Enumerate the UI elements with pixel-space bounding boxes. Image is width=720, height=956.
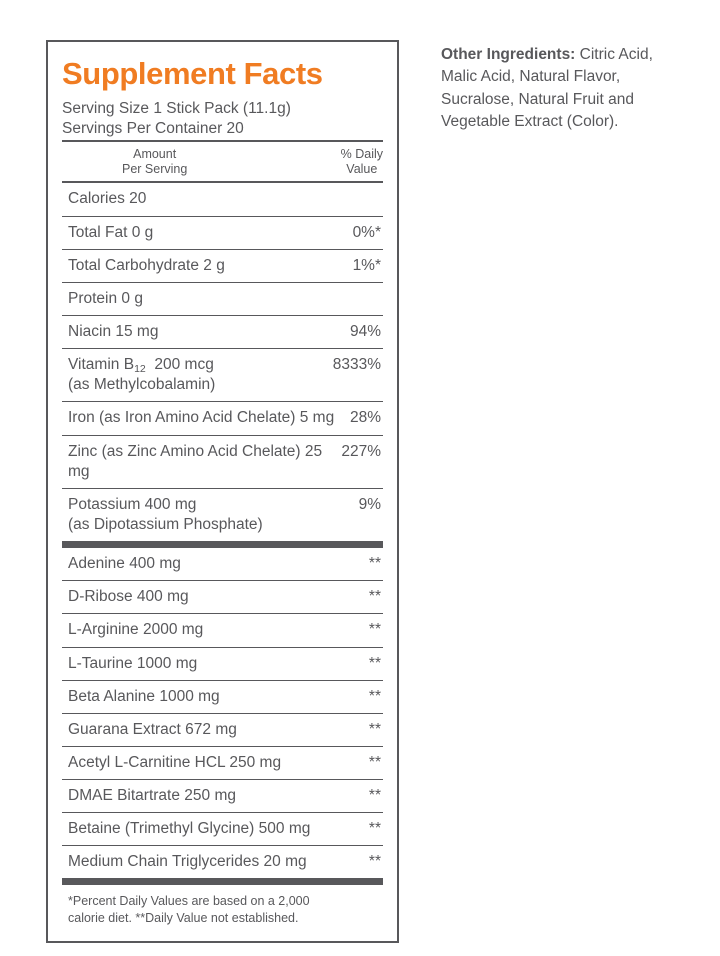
ingredient-daily-value: ** [368, 720, 381, 738]
table-row [62, 217, 383, 249]
daily-value-header: % Daily Value [340, 147, 383, 177]
table-row [62, 349, 383, 401]
table-row [62, 747, 383, 779]
nutrient-daily-value: 94% [349, 322, 381, 340]
table-row [62, 846, 383, 878]
ingredient-name: Guarana Extract 672 mg [68, 720, 237, 738]
nutrient-name: Potassium 400 mg [68, 495, 197, 513]
ingredient-daily-value: ** [368, 787, 381, 805]
ingredient-name: D-Ribose 400 mg [68, 588, 189, 606]
table-row [62, 681, 383, 713]
nutrient-source: (as Dipotassium Phosphate) [68, 515, 263, 533]
supplement-facts-panel [46, 40, 399, 943]
ingredient-name: L-Arginine 2000 mg [68, 621, 204, 639]
table-row [62, 250, 383, 282]
other-ingredients-text: Citric Acid, Malic Acid, Natural Flavor, Sucralose, Natural Fruit and Vegetable Extract (Color). [441, 46, 653, 131]
table-row [62, 283, 383, 315]
nutrient-name-group [68, 495, 271, 535]
ingredient-daily-value: ** [368, 654, 381, 672]
other-ingredients-block [441, 44, 656, 134]
table-row [62, 316, 383, 348]
nutrient-name: Total Carbohydrate 2 g [68, 256, 225, 274]
nutrient-name: Iron (as Iron Amino Acid Chelate) 5 mg [68, 409, 335, 427]
ingredient-name: Medium Chain Triglycerides 20 mg [68, 853, 307, 871]
ingredient-daily-value: ** [368, 687, 381, 705]
ingredient-daily-value: ** [368, 753, 381, 771]
ingredient-name: Betaine (Trimethyl Glycine) 500 mg [68, 820, 311, 838]
ingredient-daily-value: ** [368, 621, 381, 639]
servings-per-container-line: Servings Per Container 20 [62, 120, 244, 138]
nutrient-daily-value: 8333% [332, 356, 381, 374]
table-row [62, 648, 383, 680]
ingredient-name: Beta Alanine 1000 mg [68, 687, 220, 705]
nutrient-name: Protein 0 g [68, 289, 143, 307]
table-row [62, 614, 383, 646]
amount-header-row [62, 142, 383, 181]
nutrient-name: Total Fat 0 g [68, 223, 154, 241]
table-row [62, 548, 383, 580]
ingredient-name: DMAE Bitartrate 250 mg [68, 787, 236, 805]
table-row [62, 780, 383, 812]
divider-footnote-top [62, 878, 383, 885]
nutrient-daily-value: 9% [358, 495, 381, 513]
nutrient-daily-value: 28% [349, 409, 381, 427]
nutrient-name: Zinc (as Zinc Amino Acid Chelate) 25 mg [68, 442, 323, 480]
amount-per-serving-header: Amount Per Serving [122, 147, 188, 177]
serving-size-line: Serving Size 1 Stick Pack (11.1g) [62, 99, 291, 117]
ingredient-daily-value: ** [368, 853, 381, 871]
ingredient-name: Adenine 400 mg [68, 555, 181, 573]
table-row [62, 436, 383, 488]
ingredient-daily-value: ** [368, 820, 381, 838]
table-row [62, 183, 383, 215]
ingredient-name: L-Taurine 1000 mg [68, 654, 198, 672]
divider-blend-top [62, 541, 383, 548]
nutrient-name: Calories 20 [68, 190, 147, 208]
ingredient-daily-value: ** [368, 555, 381, 573]
footnote-line-2: calorie diet. **Daily Value not established. [68, 911, 299, 926]
nutrient-daily-value: 227% [341, 442, 381, 460]
nutrient-daily-value: 1%* [352, 256, 381, 274]
table-row [62, 813, 383, 845]
nutrient-name-group [68, 355, 223, 395]
footnote-line-1: *Percent Daily Values are based on a 2,000 [68, 894, 310, 909]
nutrient-name: Vitamin $B_{12}$ 200 mcg [68, 356, 214, 376]
nutrient-daily-value: 0%* [352, 223, 381, 241]
ingredient-name: Acetyl L-Carnitine HCL 250 mg [68, 753, 282, 771]
nutrient-source: (as Methylcobalamin) [68, 376, 216, 394]
subscript-12: 12 [134, 363, 146, 376]
table-row [62, 489, 383, 541]
other-ingredients-label: Other Ingredients: [441, 46, 576, 63]
ingredient-daily-value: ** [368, 588, 381, 606]
supplement-facts-title: Supplement Facts [62, 56, 323, 91]
nutrient-name: Niacin 15 mg [68, 322, 159, 340]
table-row [62, 581, 383, 613]
table-row [62, 714, 383, 746]
footnote [62, 885, 383, 929]
table-row [62, 402, 383, 434]
